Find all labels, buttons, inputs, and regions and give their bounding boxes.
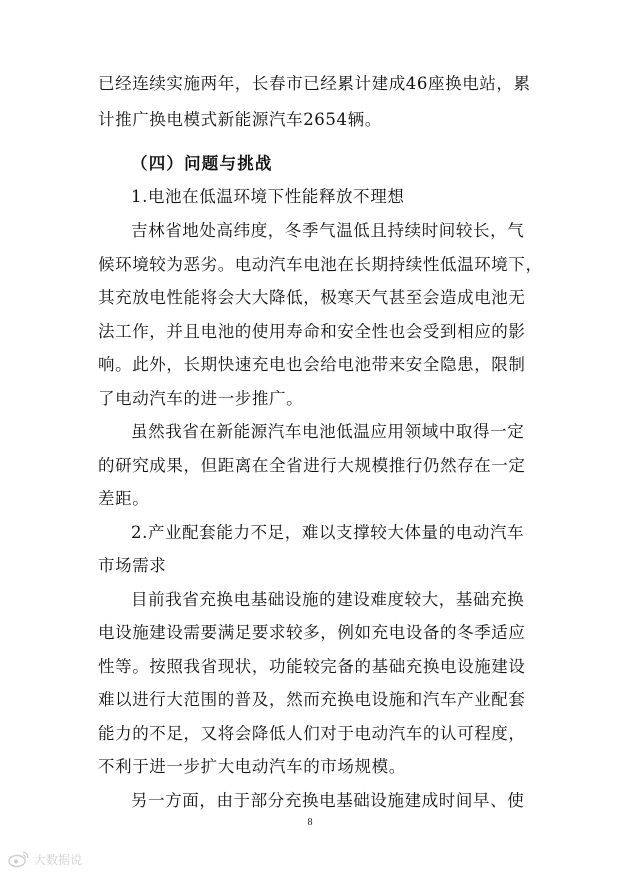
text-line-20: 能力的不足，又将会降低人们对于电动汽车的认可程度， [98,724,526,743]
weibo-logo-icon [8,850,30,868]
text-line-6: 候环境较为恶劣。电动汽车电池在长期持续性低温环境下， [98,255,543,274]
text-line-10: 了电动汽车的进一步推广。 [98,389,304,408]
text-line-5: 吉林省地处高纬度，冬季气温低且持续时间较长，气 [131,221,525,240]
watermark-text: 大数据说 [34,852,83,867]
text-line-19: 难以进行大范围的普及，然而充换电设施和汽车产业配套 [98,690,526,709]
subsection-heading-2: 2.产业配套能力不足，难以支撑较大体量的电动汽车 [131,523,525,542]
subsection-heading-1: 1.电池在低温环境下性能释放不理想 [131,187,405,206]
text-line-18: 性等。按照我省现状，功能较完备的基础充换电设施建设 [98,657,526,676]
text-line-16: 目前我省充换电基础设施的建设难度较大，基础充换 [131,590,525,609]
text-line-13: 差距。 [98,489,150,508]
text-line-8: 法工作，并且电池的使用寿命和安全性也会受到相应的影 [98,322,526,341]
text-line-11: 虽然我省在新能源汽车电池低温应用领域中取得一定 [131,422,525,441]
text-line-12: 的研究成果，但距离在全省进行大规模推行仍然存在一定 [98,456,526,475]
text-line-22: 另一方面，由于部分充换电基础设施建成时间早、使 [131,791,525,810]
text-line-17: 电设施建设需要满足要求较多，例如充电设备的冬季适应 [98,623,526,642]
text-line-9: 响。此外，长期快速充电也会给电池带来安全隐患，限制 [98,355,526,374]
section-heading: （四）问题与挑战 [131,154,273,173]
text-line-1: 已经连续实施两年，长春市已经累计建成46座换电站，累 [98,74,531,93]
page-number: 8 [307,817,313,828]
subsection-heading-2-cont: 市场需求 [98,556,167,575]
watermark [8,850,82,868]
text-line-21: 不利于进一步扩大电动汽车的市场规模。 [98,757,406,776]
text-line-2: 计推广换电模式新能源汽车2654辆。 [98,110,382,129]
text-line-7: 其充放电性能将会大大降低，极寒天气甚至会造成电池无 [98,288,526,307]
